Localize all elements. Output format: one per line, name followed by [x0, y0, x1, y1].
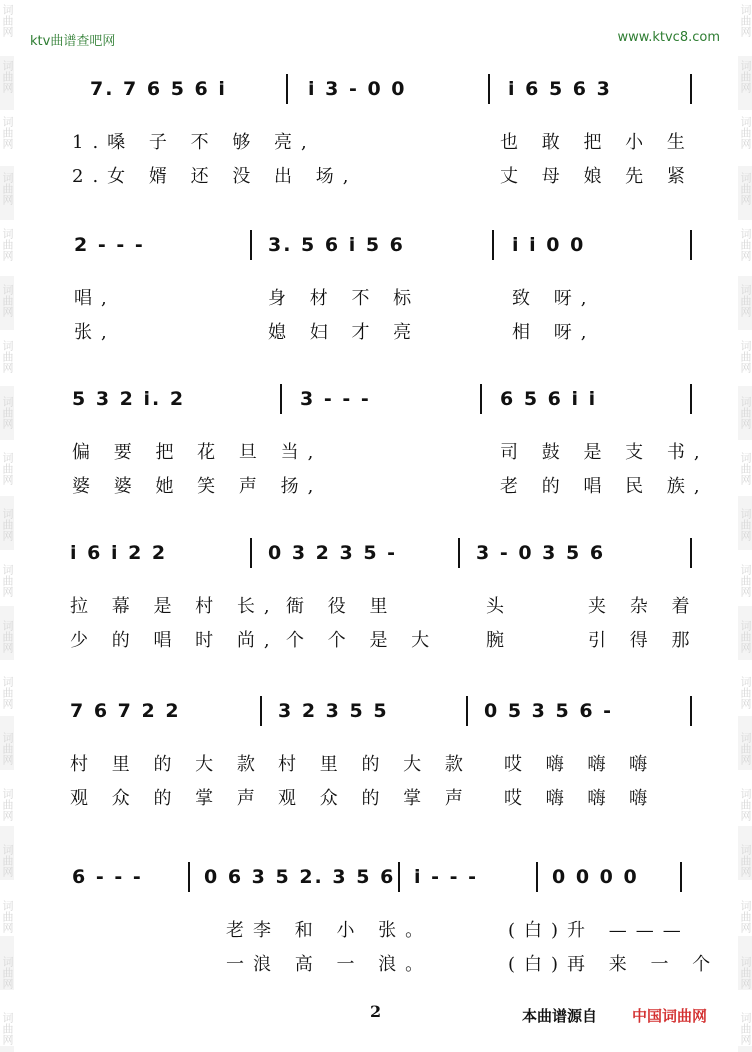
- left-watermark-strip: [0, 0, 14, 1052]
- lyric-segment: 夹 杂 着: [588, 596, 699, 617]
- side-watermark-text: 词曲网: [1, 396, 14, 429]
- measure: i 6 5 6 3: [508, 78, 612, 100]
- side-watermark-text: 词曲网: [1, 508, 14, 541]
- side-watermark-text: 词曲网: [1, 228, 14, 261]
- side-watermark-text: 词曲网: [1, 284, 14, 317]
- side-watermark-text: 词曲网: [739, 676, 752, 709]
- lyric-segment: 观 众 的 掌 声: [70, 788, 264, 809]
- measure: 3 - - -: [300, 388, 371, 410]
- lyric-row-verse-2: [68, 472, 709, 506]
- bar-line: [458, 538, 460, 568]
- lyric-segment: 老 的 唱 民 族,: [500, 476, 709, 497]
- measure: 0 6 3 5 2. 3 5 6: [204, 866, 396, 888]
- notation-line: [68, 228, 700, 284]
- measure: i i 0 0: [512, 234, 586, 256]
- side-watermark-text: 词曲网: [739, 732, 752, 765]
- lyric-segment: 媳 妇 才 亮: [268, 322, 421, 343]
- footer-source-label: 本曲谱源自: [522, 1007, 598, 1025]
- measure: 0 5 3 5 6 -: [484, 700, 614, 722]
- lyric-row-verse-2: [68, 318, 700, 352]
- lyric-segment: 司 鼓 是 支 书,: [500, 442, 709, 463]
- side-watermark-text: 词曲网: [739, 452, 752, 485]
- lyric-row-verse-1: [68, 750, 700, 784]
- bar-line: [690, 74, 692, 104]
- measure: i 3 - 0 0: [308, 78, 407, 100]
- page-number: 2: [370, 1002, 382, 1021]
- measure: 2 - - -: [74, 234, 145, 256]
- side-watermark-text: 词曲网: [739, 844, 752, 877]
- lyric-segment: 腕: [486, 630, 513, 651]
- side-watermark-text: 词曲网: [739, 564, 752, 597]
- measure: 7. 7 6 5 6 i: [90, 78, 227, 100]
- measure: 5 3 2 i. 2: [72, 388, 186, 410]
- lyric-segment: 身 材 不 标: [268, 288, 421, 309]
- lyric-segment: 老李 和 小 张。: [226, 920, 433, 941]
- lyric-segment: 相 呀,: [512, 322, 596, 343]
- side-watermark-text: 词曲网: [1, 452, 14, 485]
- side-watermark-text: 词曲网: [739, 116, 752, 149]
- lyric-segment: 唱,: [74, 288, 116, 309]
- lyric-segment: (白)再 来 一 个: [508, 954, 720, 975]
- header-right-watermark: www.ktvc8.com: [617, 30, 720, 45]
- side-watermark-text: 词曲网: [1, 676, 14, 709]
- lyric-row-verse-1: [68, 284, 700, 318]
- lyric-segment: 张,: [74, 322, 116, 343]
- notation-line: [68, 860, 700, 916]
- bar-line: [492, 230, 494, 260]
- notation-line: [68, 536, 700, 592]
- lyric-segment: (白)升 ———: [508, 920, 690, 941]
- side-watermark-text: 词曲网: [1, 956, 14, 989]
- score-system-6: [68, 860, 720, 984]
- side-watermark-text: 词曲网: [1, 900, 14, 933]
- lyric-row-verse-2: [68, 784, 700, 818]
- bar-line: [280, 384, 282, 414]
- bar-line: [690, 384, 692, 414]
- side-watermark-text: 词曲网: [739, 620, 752, 653]
- lyric-segment: 哎 嗨 嗨 嗨: [504, 754, 657, 775]
- lyric-segment: 村 里 的 大 款: [278, 754, 472, 775]
- lyric-row-verse-1: [68, 592, 700, 626]
- bar-line: [286, 74, 288, 104]
- side-watermark-text: 词曲网: [739, 1012, 752, 1045]
- score-system-4: [68, 536, 700, 660]
- measure: 0 3 2 3 5 -: [268, 542, 398, 564]
- lyric-segment: 观 众 的 掌 声: [278, 788, 472, 809]
- side-watermark-text: 词曲网: [1, 172, 14, 205]
- lyric-segment: 村 里 的 大 款: [70, 754, 264, 775]
- lyric-segment: 1.嗓 子 不 够 亮,: [72, 132, 316, 153]
- bar-line: [690, 696, 692, 726]
- measure: i - - -: [414, 866, 479, 888]
- bar-line: [466, 696, 468, 726]
- side-watermark-text: 词曲网: [1, 564, 14, 597]
- bar-line: [488, 74, 490, 104]
- bar-line: [188, 862, 190, 892]
- bar-line: [536, 862, 538, 892]
- side-watermark-text: 词曲网: [1, 340, 14, 373]
- side-watermark-text: 词曲网: [739, 172, 752, 205]
- lyric-segment: 一浪 高 一 浪。: [226, 954, 433, 975]
- side-watermark-text: 词曲网: [739, 284, 752, 317]
- header-left-watermark: ktv曲谱查吧网: [30, 34, 116, 49]
- lyric-segment: 致 呀,: [512, 288, 596, 309]
- measure: 6 5 6 i i: [500, 388, 598, 410]
- side-watermark-text: 词曲网: [739, 228, 752, 261]
- notation-line: [68, 694, 700, 750]
- side-watermark-text: 词曲网: [1, 788, 14, 821]
- lyric-row-verse-1: [68, 128, 700, 162]
- bar-line: [680, 862, 682, 892]
- side-watermark-text: 词曲网: [1, 1012, 14, 1045]
- lyric-segment: 衙 役 里: [286, 596, 397, 617]
- score-system-1: [68, 72, 700, 196]
- side-watermark-text: 词曲网: [739, 60, 752, 93]
- side-watermark-text: 词曲网: [739, 900, 752, 933]
- lyric-segment: 个 个 是 大: [286, 630, 439, 651]
- measure: 0 0 0 0: [552, 866, 639, 888]
- bar-line: [250, 538, 252, 568]
- side-watermark-text: 词曲网: [1, 60, 14, 93]
- lyric-segment: 拉 幕 是 村 长,: [70, 596, 279, 617]
- lyric-segment: 偏 要 把 花 旦 当,: [72, 442, 323, 463]
- measure: i 6 i 2 2: [70, 542, 168, 564]
- side-watermark-text: 词曲网: [739, 788, 752, 821]
- side-watermark-text: 词曲网: [1, 732, 14, 765]
- lyric-segment: 婆 婆 她 笑 声 扬,: [72, 476, 323, 497]
- side-watermark-text: 词曲网: [739, 4, 752, 37]
- notation-line: [68, 382, 700, 438]
- lyric-row-verse-2: [68, 626, 700, 660]
- measure: 3 2 3 5 5: [278, 700, 389, 722]
- side-watermark-text: 词曲网: [739, 508, 752, 541]
- measure: 6 - - -: [72, 866, 143, 888]
- side-watermark-text: 词曲网: [739, 956, 752, 989]
- score-system-2: [68, 228, 700, 352]
- lyric-segment: 引 得 那: [588, 630, 699, 651]
- side-watermark-text: 词曲网: [1, 844, 14, 877]
- score-system-5: [68, 694, 700, 818]
- bar-line: [260, 696, 262, 726]
- right-watermark-strip: [738, 0, 752, 1052]
- side-watermark-text: 词曲网: [1, 620, 14, 653]
- lyric-segment: 2.女 婿 还 没 出 场,: [72, 166, 358, 187]
- bar-line: [398, 862, 400, 892]
- lyric-row-verse-2: [68, 950, 720, 984]
- measure: 3 - 0 3 5 6: [476, 542, 606, 564]
- side-watermark-text: 词曲网: [1, 116, 14, 149]
- lyric-segment: 也 敢 把 小 生: [500, 132, 694, 153]
- lyric-row-verse-1: [68, 916, 700, 950]
- score-system-3: [68, 382, 709, 506]
- footer-source-site: 中国词曲网: [632, 1007, 708, 1025]
- measure: 3. 5 6 i 5 6: [268, 234, 405, 256]
- measure: 7 6 7 2 2: [70, 700, 181, 722]
- notation-line: [68, 72, 700, 128]
- side-watermark-text: 词曲网: [1, 4, 14, 37]
- side-watermark-text: 词曲网: [739, 396, 752, 429]
- lyric-row-verse-2: [68, 162, 700, 196]
- bar-line: [480, 384, 482, 414]
- bar-line: [690, 538, 692, 568]
- lyric-row-verse-1: [68, 438, 709, 472]
- lyric-segment: 哎 嗨 嗨 嗨: [504, 788, 657, 809]
- lyric-segment: 少 的 唱 时 尚,: [70, 630, 279, 651]
- lyric-segment: 头: [486, 596, 513, 617]
- bar-line: [690, 230, 692, 260]
- lyric-segment: 丈 母 娘 先 紧: [500, 166, 694, 187]
- bar-line: [250, 230, 252, 260]
- side-watermark-text: 词曲网: [739, 340, 752, 373]
